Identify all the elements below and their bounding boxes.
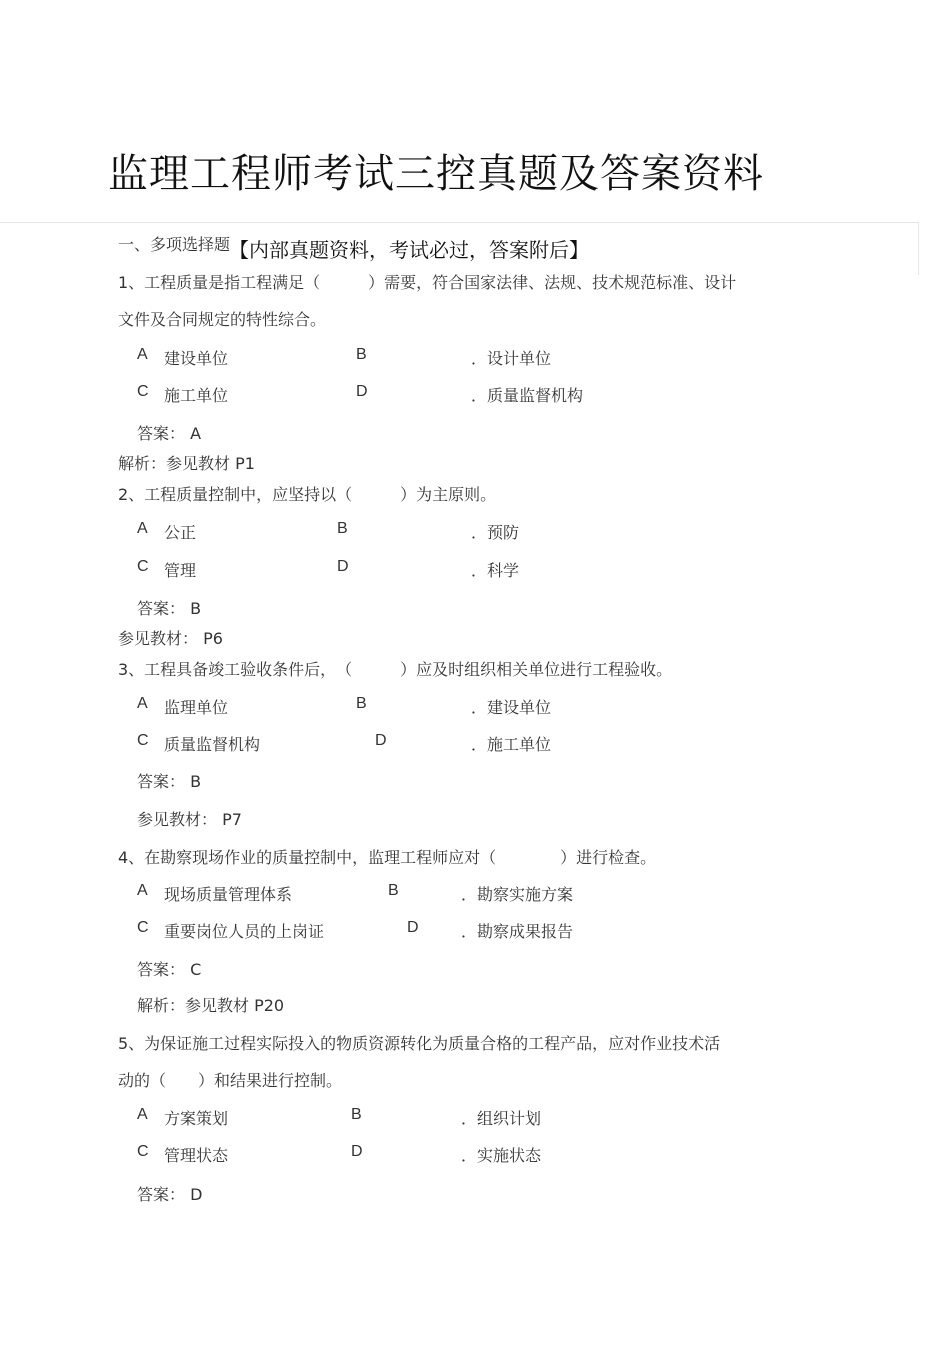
question-4-stem: 4、在勘察现场作业的质量控制中，监理工程师应对（ ）进行检查。 [118,848,657,867]
question-4-option-b: ．勘察实施方案 [461,885,574,904]
question-5-option-c-letter: C [137,1143,149,1160]
question-2-answer: 答案： B [137,599,202,618]
question-1-answer: 答案： A [137,424,202,443]
banner-text: 【内部真题资料，考试必过，答案附后】 [229,238,589,262]
question-3-option-c-letter: C [137,732,149,749]
question-1-option-d: ．质量监督机构 [471,386,584,405]
question-5-answer: 答案： D [137,1185,203,1204]
question-4-option-d: ．勘察成果报告 [461,922,574,941]
question-3-option-d-letter: D [375,732,387,749]
question-2-option-c-letter: C [137,558,149,575]
question-3-option-b-letter: B [356,695,367,712]
question-3-note: 参见教材： P7 [137,810,242,829]
question-4-option-d-letter: D [407,919,419,936]
question-1-option-a-letter: A [137,346,148,363]
question-2-option-a: 公正 [164,523,197,542]
question-5-stem-cont: 动的（ ）和结果进行控制。 [118,1071,343,1090]
question-3-option-d: ．施工单位 [471,735,552,754]
question-2-option-d: ．科学 [471,561,520,580]
question-5-option-a-letter: A [137,1106,148,1123]
question-3-option-a: 监理单位 [164,698,229,717]
question-4-option-a: 现场质量管理体系 [164,885,293,904]
question-5-option-b: ．组织计划 [461,1109,542,1128]
question-2-option-b-letter: B [337,520,348,537]
question-3-answer: 答案： B [137,772,202,791]
question-1-stem: 1、工程质量是指工程满足（ ）需要，符合国家法律、法规、技术规范标准、设计 [118,273,737,292]
question-1-option-b-letter: B [356,346,367,363]
question-2-option-d-letter: D [337,558,349,575]
question-2-option-b: ．预防 [471,523,520,542]
question-1-note: 解析：参见教材 P1 [118,454,255,473]
question-5-option-a: 方案策划 [164,1109,229,1128]
question-2-option-a-letter: A [137,520,148,537]
question-1-option-c-letter: C [137,383,149,400]
question-2-note: 参见教材： P6 [118,629,223,648]
question-2-option-c: 管理 [164,561,197,580]
question-2-stem: 2、工程质量控制中，应坚持以（ ）为主原则。 [118,485,497,504]
question-4-note: 解析：参见教材 P20 [137,996,285,1015]
question-3-option-a-letter: A [137,695,148,712]
question-4-option-a-letter: A [137,882,148,899]
document-title: 监理工程师考试三控真题及答案资料 [108,151,764,197]
question-5-stem: 5、为保证施工过程实际投入的物质资源转化为质量合格的工程产品，应对作业技术活 [118,1034,721,1053]
question-1-stem-cont: 文件及合同规定的特性综合。 [118,310,327,329]
question-5-option-c: 管理状态 [164,1146,229,1165]
question-1-option-d-letter: D [356,383,368,400]
question-4-option-c-letter: C [137,919,149,936]
question-5-option-d-letter: D [351,1143,363,1160]
question-3-option-c: 质量监督机构 [164,735,261,754]
question-4-option-c: 重要岗位人员的上岗证 [164,922,325,941]
section-heading: 一、多项选择题 [118,235,231,254]
question-5-option-d: ．实施状态 [461,1146,542,1165]
question-3-stem: 3、工程具备竣工验收条件后， （ ）应及时组织相关单位进行工程验收。 [118,660,673,679]
question-4-option-b-letter: B [388,882,399,899]
question-3-option-b: ．建设单位 [471,698,552,717]
question-1-option-b: ．设计单位 [471,349,552,368]
question-5-option-b-letter: B [351,1106,362,1123]
question-1-option-c: 施工单位 [164,386,229,405]
question-4-answer: 答案： C [137,960,202,979]
question-1-option-a: 建设单位 [164,349,229,368]
